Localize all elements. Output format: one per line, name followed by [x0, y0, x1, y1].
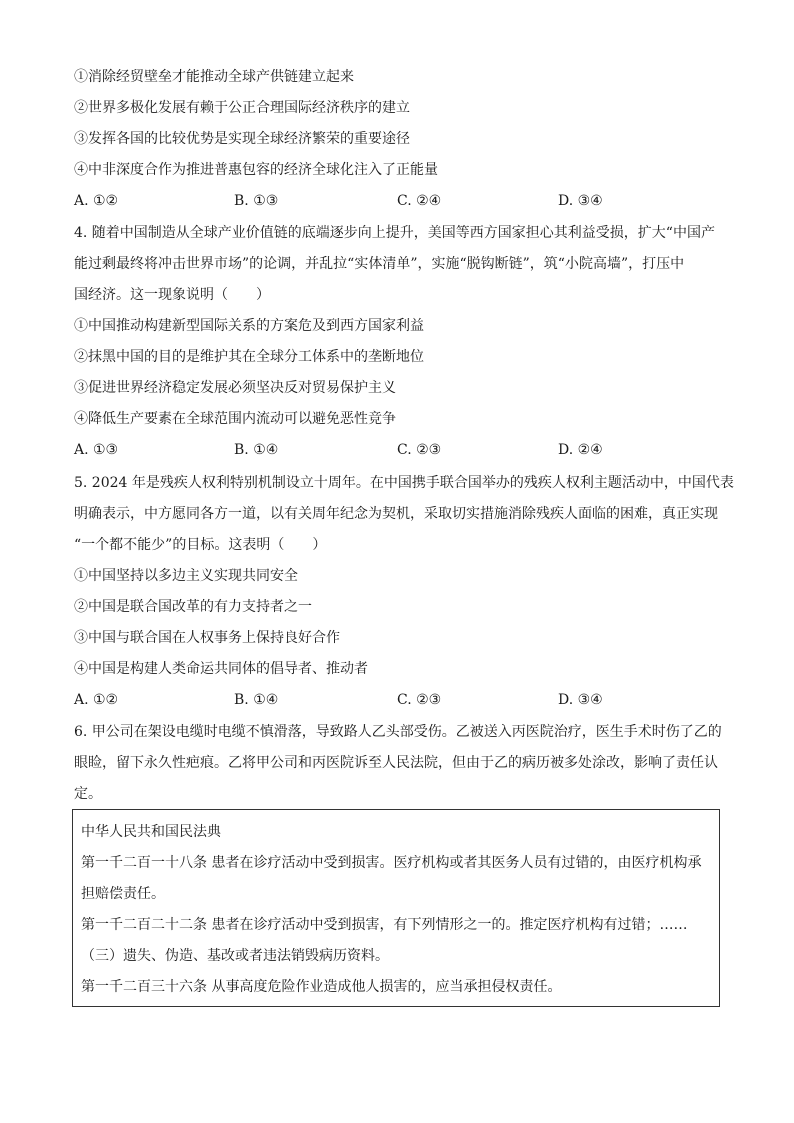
q3-option-b[interactable]: B. ①③	[234, 193, 279, 209]
q3-item-3: ③发挥各国的比较优势是实现全球经济繁荣的重要途径	[74, 131, 410, 147]
q4-option-b[interactable]: B. ①④	[234, 442, 279, 458]
q4-stem-line-2: 能过剩最终将冲击世界市场”的论调，并乱拉“实体清单”，实施“脱钩断链”，筑“小院高墙”，打压中	[74, 256, 685, 272]
law-article-1222: 第一千二百二十二条 患者在诊疗活动中受到损害，有下列情形之一的。推定医疗机构有过错；……	[81, 917, 688, 933]
q5-option-c[interactable]: C. ②③	[397, 692, 442, 708]
q4-item-4: ④降低生产要素在全球范围内流动可以避免恶性竞争	[74, 411, 396, 427]
q4-option-a[interactable]: A. ①③	[74, 442, 119, 458]
q4-item-2: ②抹黑中国的目的是维护其在全球分工体系中的垄断地位	[74, 349, 424, 365]
q5-stem-line-2: 明确表示，中方愿同各方一道，以有关周年纪念为契机，采取切实措施消除残疾人面临的困难，真正实现	[74, 506, 718, 522]
q3-option-c[interactable]: C. ②④	[397, 193, 442, 209]
q4-stem-line-1: 4. 随着中国制造从全球产业价值链的底端逐步向上提升，美国等西方国家担心其利益受损，扩大“中国产	[74, 225, 715, 241]
q6-stem-line-3: 定。	[74, 786, 102, 802]
q3-option-a[interactable]: A. ①②	[74, 193, 119, 209]
q4-option-c[interactable]: C. ②③	[397, 442, 442, 458]
q3-item-2: ②世界多极化发展有赖于公正合理国际经济秩序的建立	[74, 100, 410, 116]
law-article-1222-item-3: （三）遗失、伪造、基改或者违法销毁病历资料。	[81, 948, 389, 964]
law-article-1218-cont: 担赔偿责任。	[81, 886, 165, 902]
law-article-1218: 第一千二百一十八条 患者在诊疗活动中受到损害。医疗机构或者其医务人员有过错的，由医疗机构承	[81, 855, 702, 871]
q4-option-d[interactable]: D. ②④	[558, 442, 603, 458]
q5-options	[74, 690, 724, 710]
q3-options	[74, 191, 724, 211]
q5-option-a[interactable]: A. ①②	[74, 692, 119, 708]
q5-item-3: ③中国与联合国在人权事务上保持良好合作	[74, 630, 340, 646]
q3-item-1: ①消除经贸壁垒才能推动全球产供链建立起来	[74, 69, 354, 85]
q5-option-d[interactable]: D. ③④	[558, 692, 603, 708]
q5-item-4: ④中国是构建人类命运共同体的倡导者、推动者	[74, 661, 368, 677]
q5-item-2: ②中国是联合国改革的有力支持者之一	[74, 599, 312, 615]
q4-item-1: ①中国推动构建新型国际关系的方案危及到西方国家利益	[74, 318, 424, 334]
q4-item-3: ③促进世界经济稳定发展必须坚决反对贸易保护主义	[74, 380, 396, 396]
q5-item-1: ①中国坚持以多边主义实现共同安全	[74, 568, 298, 584]
q5-stem-line-3: “一个都不能少”的目标。这表明（ ）	[74, 537, 327, 553]
q4-options	[74, 440, 724, 460]
q4-stem-line-3: 国经济。这一现象说明（ ）	[74, 287, 270, 303]
q6-stem-line-2: 眼睑，留下永久性疤痕。乙将甲公司和丙医院诉至人民法院，但由于乙的病历被多处涂改，影响了责任认	[74, 755, 718, 771]
q5-option-b[interactable]: B. ①④	[234, 692, 279, 708]
q6-stem-line-1: 6. 甲公司在架设电缆时电缆不慎滑落，导致路人乙头部受伤。乙被送入丙医院治疗，医生手术时伤了乙的	[74, 724, 722, 740]
law-article-1236: 第一千二百三十六条 从事高度危险作业造成他人损害的，应当承担侵权责任。	[81, 979, 562, 995]
q3-item-4: ④中非深度合作为推进普惠包容的经济全球化注入了正能量	[74, 162, 438, 178]
law-title: 中华人民共和国民法典	[81, 824, 221, 840]
q3-option-d[interactable]: D. ③④	[558, 193, 603, 209]
q5-stem-line-1: 5. 2024 年是残疾人权利特别机制设立十周年。在中国携手联合国举办的残疾人权利主题活动中，中国代表	[74, 475, 734, 491]
civil-code-excerpt-box	[72, 809, 720, 1007]
